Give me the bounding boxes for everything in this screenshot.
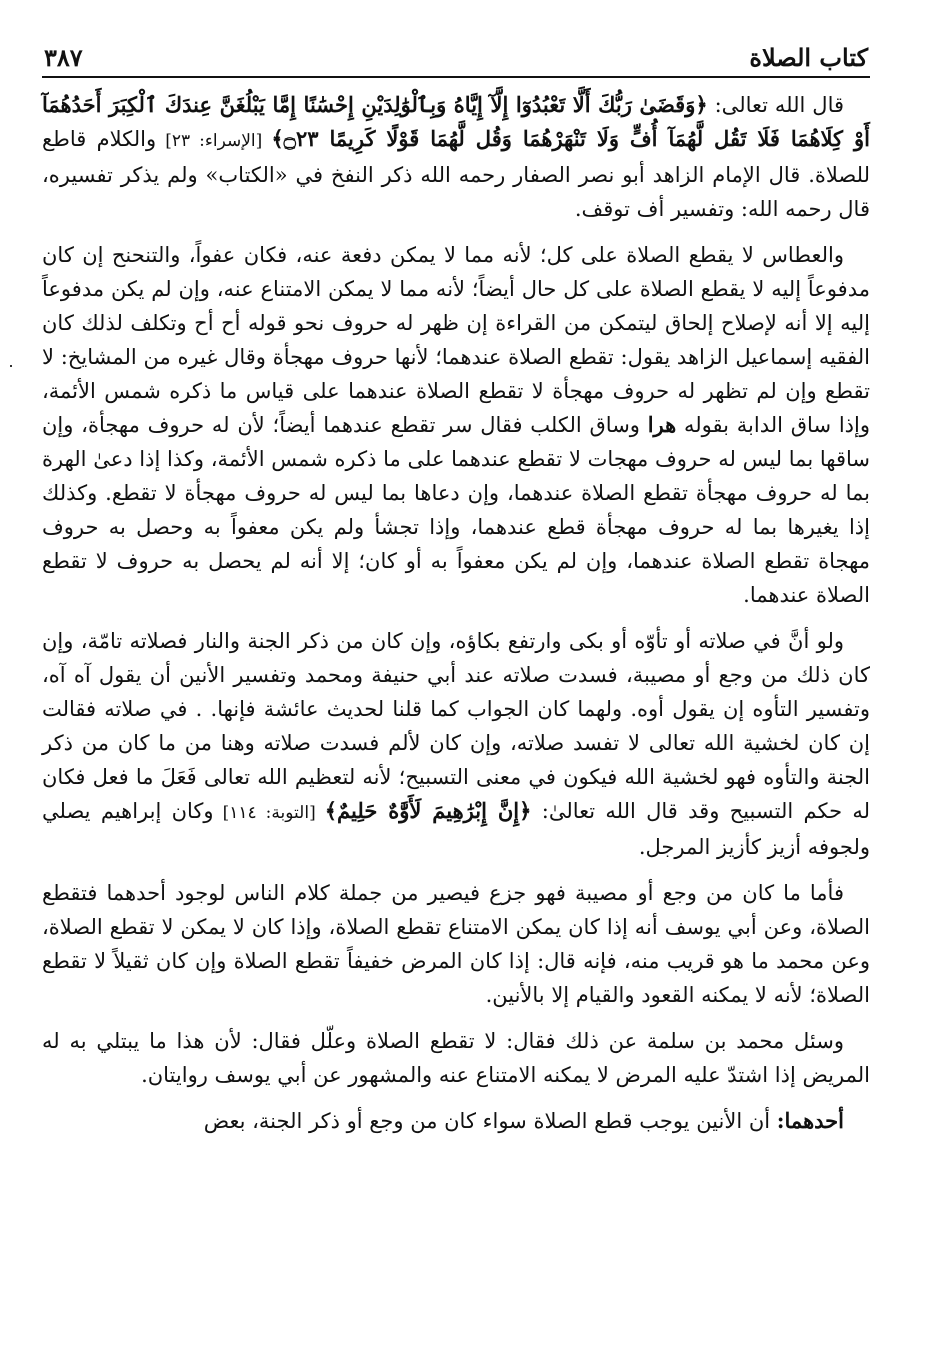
paragraph-3-text-b: وكان إبراهيم يصلي ولجوفه أزيز كأزيز المرجل. <box>42 799 870 859</box>
page-number: ٣٨٧ <box>44 43 83 72</box>
paragraph-6 <box>42 1104 870 1138</box>
paragraph-5-text: وسئل محمد بن سلمة عن ذلك فقال: لا تقطع الصلاة وعلّل فقال: لأن هذا ما يبتلي به له المريض إذا اشتدّ عليه المرض لا يمكنه الامتناع عنه والمشهور عن أبي يوسف روايتان. <box>42 1029 870 1087</box>
paragraph-1-intro: قال الله تعالى: <box>707 93 845 117</box>
citation-isra: [الإسراء: ٢٣] <box>156 131 272 151</box>
margin-mark <box>10 365 12 367</box>
paragraph-3 <box>42 624 870 864</box>
paragraph-6-lead: أحدهما: <box>776 1108 844 1133</box>
running-header <box>42 38 870 78</box>
paragraph-2-text-a: والعطاس لا يقطع الصلاة على كل؛ لأنه مما لا يمكن دفعة عنه، فكان عفواً، والتنحنح إن كان مدفوعاً إليه لا يقطع الصلاة على كل حال أيضاً؛ لأنه مما لا يمكن الامتناع عنه، وإن لم يكن مدفوعاً إليه إلا أنه لإصلاح إلحاق ليتمكن من القراءة إن ظهر له حروف نحو قوله أح أح وتكلف لذلك كان الفقيه إسماعيل الزاهد يقول: تقطع الصلاة عندهما؛ لأنها حروف مهجأة وقال غيره من المشايخ: لا تقطع وإن لم تظهر له حروف مهجأة لا تقطع الصلاة عندهما على قياس ما ذكره شمس الأئمة، وإذا ساق الدابة بقوله <box>42 243 870 437</box>
paragraph-1-text: والكلام قاطع للصلاة. قال الإمام الزاهد أبو نصر الصفار رحمه الله ذكر النفخ في «الكتاب» ولم يذكر تفسيره، قال رحمه الله: وتفسير أف توقف. <box>42 127 870 221</box>
page <box>42 38 870 1150</box>
paragraph-5 <box>42 1024 870 1092</box>
paragraph-2 <box>42 238 870 612</box>
quran-verse-isra: ﴿وَقَضَىٰ رَبُّكَ أَلَّا تَعْبُدُوٓا إِلَّآ إِيَّاهُ وَبِٱلْوَٰلِدَيْنِ إِحْسَٰنًا إِمَّا يَبْلُغَنَّ عِندَكَ ٱلْكِبَرَ أَحَدُهُمَآ أَوْ كِلَاهُمَا فَلَا تَقُل لَّهُمَآ أُفٍّ وَلَا تَنْهَرْهُمَا وَقُل لَّهُمَا قَوْلًا كَرِيمًا ۝٢٣﴾ <box>42 92 870 151</box>
paragraph-6-text: أن الأنين يوجب قطع الصلاة سواء كان من وجع أو ذكر الجنة، بعض <box>203 1109 777 1133</box>
page-body <box>42 88 870 1138</box>
paragraph-3-text-a: ولو أنَّ في صلاته أو تأوّه أو بكى وارتفع بكاؤه، وإن كان من ذكر الجنة والنار فصلاته تامّة، وإن كان ذلك من وجع أو مصيبة، فسدت صلاته عند أبي حنيفة ومحمد وتفسير الأنين أن يقول آه آه، وتفسير التأوه إن يقول أوه. ولهما كان الجواب كما قلنا لحديث عائشة فإنها. . في صلاته فقالت إن كان لخشية الله تعالى لا تفسد صلاته، وإن كان لألم فسدت صلاته وهنا من ما كان من ذكر الجنة والتأوه فهو لخشية الله فيكون في معنى التسبيح؛ لأنه لتعظيم الله تعالى فَعَلَ ما فعل فكان له حكم التسبيح وقد قال الله تعالىٰ: <box>42 629 871 823</box>
citation-tawbah: [التوبة: ١١٤] <box>213 803 325 823</box>
paragraph-4 <box>42 876 870 1012</box>
paragraph-4-text: فأما ما كان من وجع أو مصيبة فهو جزع فيصير من جملة كلام الناس لوجود أحدهما فتقطع الصلاة، وعن أبي يوسف أنه إذا كان يمكن الامتناع تقطع الصلاة، وإذا كان لا يمكن لا تقطع الصلاة، وعن محمد ما هو قريب منه، فإنه قال: إذا كان المرض خفيفاً تقطع الصلاة وإن كان ثقيلاً لا تقطع الصلاة؛ لأنه لا يمكنه القعود والقيام إلا بالأنين. <box>42 881 870 1007</box>
paragraph-2-text-b: وساق الكلب فقال سر تقطع عندهما أيضاً؛ لأن له حروف مهجأة، وإن ساقها بما ليس له حروف مهجات لا تقطع عندهما على ما ذكره شمس الأئمة، وكذا إذا دعىٰ الهرة بما له حروف مهجأة تقطع الصلاة عندهما، وإن دعاها بما ليس له حروف مهجأة لا تقطع. وكذلك إذا يغيرها بما له حروف مهجأة قطع عندهما، وإذا تجشأ ولم يكن معفواً به وحصل به حروف مهجاة تقطع الصلاة عندهما، وإن لم يكن معفواً به أو كان؛ إلا أنه لم يحصل به حروف لا تقطع الصلاة عندهما. <box>42 413 870 607</box>
quran-verse-tawbah: ﴿إِنَّ إِبْرَٰهِيمَ لَأَوَّٰهٌ حَلِيمٌ﴾ <box>324 798 532 823</box>
paragraph-1 <box>42 88 870 226</box>
bold-word-hara: هرا <box>647 412 677 437</box>
book-title: كتاب الصلاة <box>749 43 868 72</box>
